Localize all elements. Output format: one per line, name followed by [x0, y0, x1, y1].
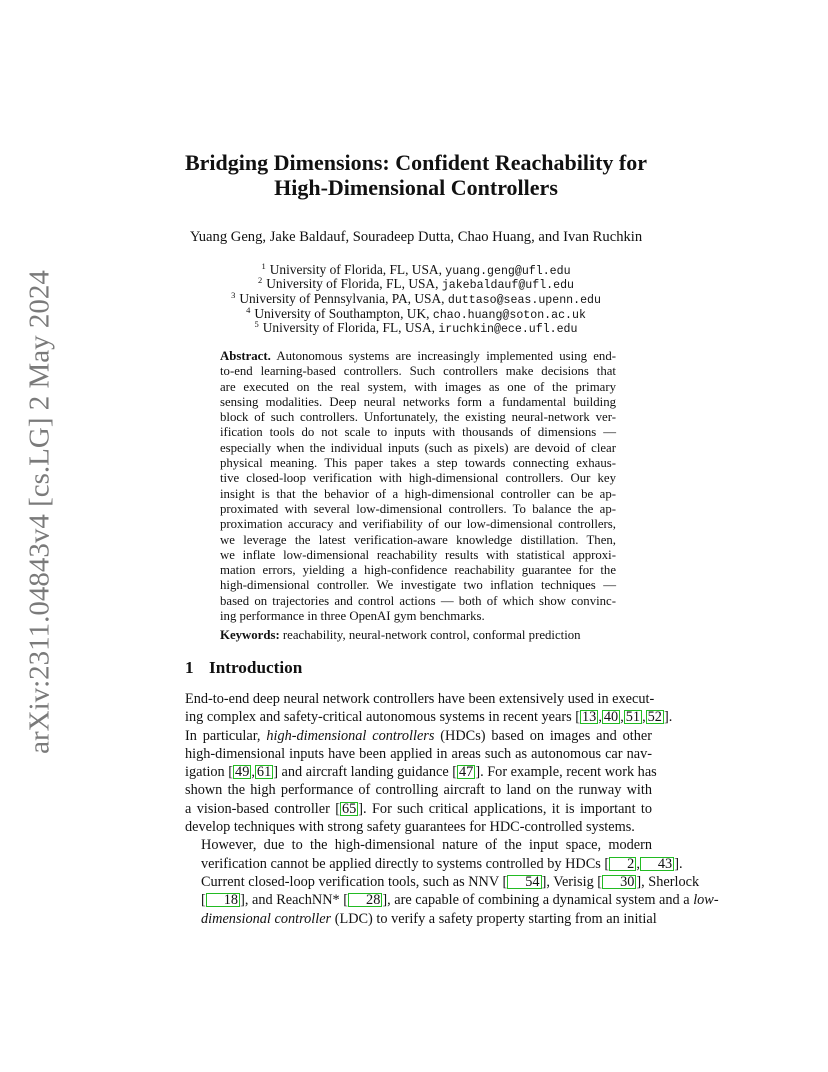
- abstract-line: especially when the individual inputs (such as pixels) are devoid of clear: [220, 440, 616, 455]
- citation-link[interactable]: 2: [609, 857, 636, 871]
- abstract-line: based on trajectories and control actions — both of which show convinc-: [220, 593, 616, 608]
- abstract-line: tive closed-loop verification with high-dimensional controllers. Our key: [220, 471, 616, 486]
- email[interactable]: jakebaldauf@ufl.edu: [441, 279, 575, 292]
- keywords-label: Keywords:: [220, 628, 280, 642]
- abstract-line: we leverage the latest verification-aware knowledge distillation. Then,: [220, 532, 616, 547]
- citation-link[interactable]: 28: [348, 893, 382, 907]
- email[interactable]: chao.huang@soton.ac.uk: [432, 309, 586, 322]
- citation-link[interactable]: 61: [256, 764, 272, 781]
- abstract-line: high-dimensional controller. We investigate two inflation techniques —: [220, 578, 616, 593]
- affiliation: $^3$ University of Pennsylvania, PA, USA, duttaso@seas.upenn.edu: [231, 290, 601, 307]
- paragraph: However, due to the high-dimensional nature of the input space, modern verification cannot be applied directly to systems controlled by HDCs [ 2 , 43 ]. Current closed-loop verification tools, such as NNV [ 54 ], Verisig [ 30 ], Sherlock [ 18 ], and ReachNN* [ 28 ], are capable of combining a dynamical system and a low- dimensional controller (LDC) to verify a safety property starting from an initial: [201, 837, 719, 927]
- abstract-line: mation errors, yielding a high-confidence reachability guarantee for the: [220, 563, 616, 578]
- citation-link[interactable]: 65: [342, 800, 357, 817]
- introduction-body: [185, 690, 719, 928]
- citation-link[interactable]: 13: [582, 709, 597, 726]
- citation-link[interactable]: 49: [235, 764, 250, 781]
- abstract-line: proximation accuracy and verifiability of our low-dimensional controllers,: [220, 517, 616, 532]
- abstract-line: are executed on the real system, with images as one of the primary: [220, 379, 616, 394]
- abstract-line: to-end learning-based controllers. Such controllers make decisions that: [220, 364, 616, 379]
- affiliation: $^4$ University of Southampton, UK, chao.huang@soton.ac.uk: [246, 305, 586, 322]
- abstract-line: we inflate low-dimensional reachability results with statistical approxi-: [220, 547, 616, 562]
- abstract-line: physical meaning. This paper takes a step towards connecting exhaus-: [220, 456, 616, 471]
- email[interactable]: iruchkin@ece.ufl.edu: [438, 323, 578, 336]
- citation-link[interactable]: 51: [625, 709, 641, 726]
- keywords-list: reachability, neural-network control, conformal prediction: [282, 628, 581, 642]
- affiliation: $^1$ University of Florida, FL, USA, yuang.geng@ufl.edu: [261, 261, 571, 278]
- abstract-line: ing performance in three OpenAI gym benchmarks.: [220, 609, 485, 624]
- citation-link[interactable]: 30: [602, 875, 636, 889]
- author-list: Yuang Geng, Jake Baldauf, Souradeep Dutta, Chao Huang, and Ivan Ruchkin: [189, 229, 643, 245]
- keywords: [220, 628, 616, 643]
- abstract-line: proximated with several low-dimensional controllers. To balance the ap-: [220, 501, 616, 516]
- abstract-line: sensing modalities. Deep neural networks form a fundamental building: [220, 394, 616, 409]
- paper-title: [140, 150, 692, 200]
- abstract-line: block of such controllers. Unfortunately, the existing neural-network ver-: [220, 410, 616, 425]
- title-line: High-Dimensional Controllers: [274, 175, 558, 200]
- section-heading: [185, 658, 302, 678]
- abstract-label: Abstract.: [220, 349, 271, 363]
- citation-link[interactable]: 18: [206, 893, 240, 907]
- citation-link[interactable]: 43: [640, 857, 674, 871]
- abstract-line: ification tools do not scale to inputs with thousands of dimensions —: [220, 425, 616, 440]
- email[interactable]: duttaso@seas.upenn.edu: [447, 294, 601, 307]
- citation-link[interactable]: 54: [507, 875, 541, 889]
- arxiv-identifier-text: arXiv:2311.04843v4 [cs.LG] 2 May 2024: [23, 270, 56, 754]
- section-number: 1: [185, 658, 194, 677]
- affiliation: $^5$ University of Florida, FL, USA, iruchkin@ece.ufl.edu: [254, 319, 578, 336]
- title-line: Bridging Dimensions: Confident Reachability for: [184, 150, 648, 175]
- paragraph: End-to-end deep neural network controllers have been extensively used in execut- ing complex and safety-critical autonomous systems in recent years [ 13 , 40 , 51 , 52 ]. In particular, high-dimensional controllers (HDCs) based on images and other high-dimensional inputs have been applied in areas such as autonomous car nav- igation [ 49 , 61 ] and aircraft landing guidance [ 47 ]. For example, recent work has shown the high performance of controlling aircraft to land on the runway with a vision-based controller [ 65 ]. For such critical applications, it is important to develop techniques with strong safety guarantees for HDC-controlled systems.: [185, 691, 673, 836]
- affiliation: $^2$ University of Florida, FL, USA, jakebaldauf@ufl.edu: [257, 275, 575, 292]
- citation-link[interactable]: 47: [459, 764, 474, 781]
- abstract-line: insight is that the behavior of a high-dimensional controller can be ap-: [220, 486, 616, 501]
- citation-link[interactable]: 40: [603, 709, 619, 726]
- abstract: Abstract. Autonomous systems are increasingly implemented using end- to-end learning-based controllers. Such controllers make decisions that are executed on the real system, with images as one of the primary sensing modalities. Deep neural networks form a fundamental building block of such controllers. Unfortunately, the existing neural-network ver- ification tools do not scale to inputs with thousands of dimensions — especially when the individual inputs (such as pixels) are devoid of clear physical meaning. This paper takes a step towards connecting exhaus- tive closed-loop verification with high-dimensional controllers. Our key insight is that the behavior of a high-dimensional controller can be ap- proximated with several low-dimensional controllers. To balance the ap- proximation accuracy and verifiability of our low-dimensional controllers, we leverage the latest verification-aware knowledge distillation. Then, we inflate low-dimensional reachability results with statistical approxi- mation errors, yielding a high-confidence reachability guarantee for the high-dimensional controller. We investigate two inflation techniques — based on trajectories and control actions — both of which show convinc- ing performance in three OpenAI gym benchmarks.: [220, 349, 616, 624]
- citation-link[interactable]: 52: [647, 709, 662, 726]
- email[interactable]: yuang.geng@ufl.edu: [445, 265, 571, 278]
- section-title: Introduction: [209, 658, 303, 677]
